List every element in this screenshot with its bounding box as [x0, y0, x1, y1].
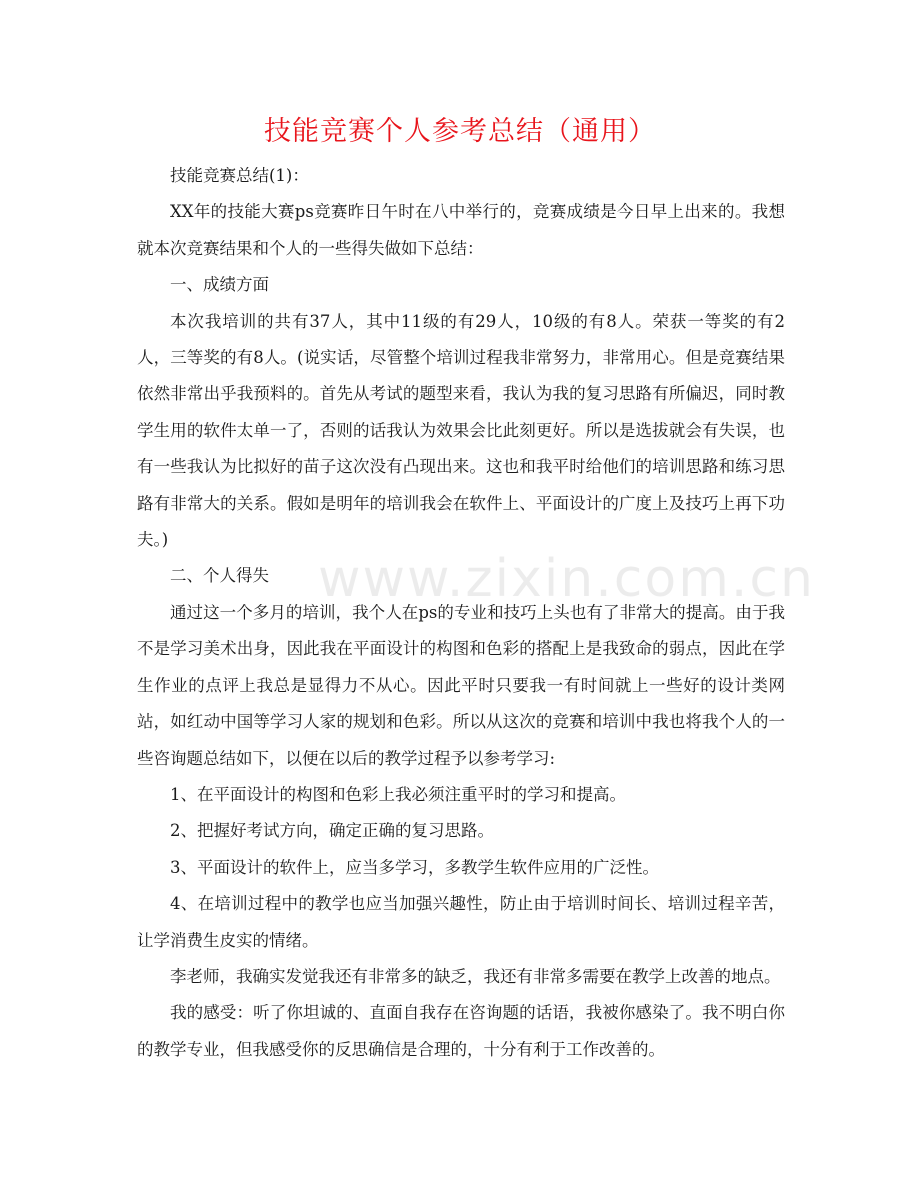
paragraph-intro: XX年的技能大赛ps竞赛昨日午时在八中举行的，竞赛成绩是今日早上出来的。我想就本次竞赛结果和个人的一些得失做如下总结：	[137, 202, 785, 258]
list-item-3: 3、平面设计的软件上，应当多学习，多教学生软件应用的广泛性。	[170, 857, 659, 877]
document-title: 技能竞赛个人参考总结（通用）	[264, 116, 656, 147]
watermark: www.zixin.com.cn	[318, 549, 815, 609]
list-item-1: 1、在平面设计的构图和色彩上我必须注重平时的学习和提高。	[170, 784, 626, 804]
list-item-2: 2、把握好考试方向，确定正确的复习思路。	[170, 821, 494, 841]
heading-results: 一、成绩方面	[170, 275, 269, 295]
paragraph-results: 本次我培训的共有37人，其中11级的有29人，10级的有8人。荣获一等奖的有2人，三等奖的有8人。(说实话，尽管整个培训过程我非常努力，非常用心。但是竞赛结果依然非常出乎我预料的。首先从考试的题型来看，我认为我的复习思路有所偏迟，同时教学生用的软件太单一了，否则的话我认为效果会比此刻更好。所以是选拔就会有失误，也有一些我认为比拟好的苗子这次没有凸现出来。这也和我平时给他们的培训思路和练习思路有非常大的关系。假如是明年的培训我会在软件上、平面设计的广度上及技巧上再下功夫。)	[137, 311, 785, 550]
paragraph-feedback: 我的感受：听了你坦诚的、直面自我存在咨询题的话语，我被你感染了。我不明白你的教学专业，但我感受你的反思确信是合理的，十分有利于工作改善的。	[137, 1003, 785, 1059]
paragraph-personal: 通过这一个多月的培训，我个人在ps的专业和技巧上头也有了非常大的提高。由于我不是学习美术出身，因此我在平面设计的构图和色彩的搭配上是我致命的弱点，因此在学生作业的点评上我总是显得力不从心。因此平时只要我一有时间就上一些好的设计类网站，如红动中国等学习人家的规划和色彩。所以从这次的竞赛和培训中我也将我个人的一些咨询题总结如下，以便在以后的教学过程予以参考学习:	[137, 602, 785, 768]
document-body	[137, 158, 785, 1068]
paragraph-teacher: 李老师，我确实发觉我还有非常多的缺乏，我还有非常多需要在教学上改善的地点。	[170, 966, 781, 986]
heading-personal: 二、个人得失	[170, 566, 269, 586]
list-item-4: 4、在培训过程中的教学也应当加强兴趣性，防止由于培训时间长、培训过程辛苦，让学消费生皮实的情绪。	[137, 894, 785, 950]
paragraph-section-heading: 技能竞赛总结(1)：	[170, 166, 309, 185]
